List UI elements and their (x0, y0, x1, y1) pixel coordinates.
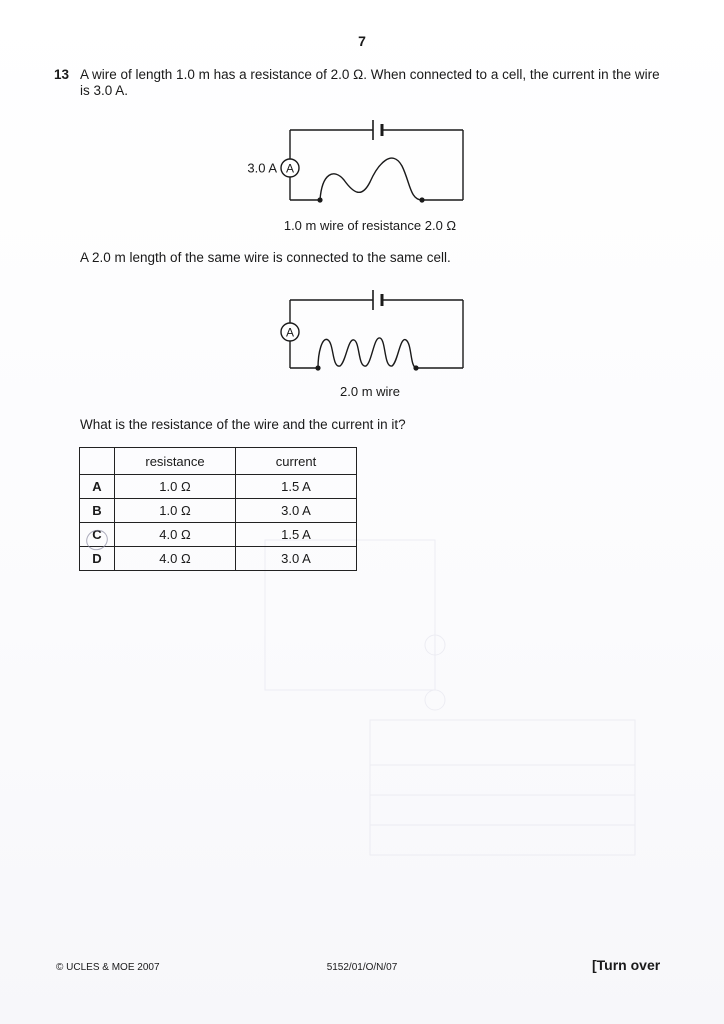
resistance-cell: 4.0 Ω (115, 523, 236, 547)
table-row[interactable] (80, 547, 357, 571)
circuit-diagram-1 (230, 108, 480, 238)
current-cell: 3.0 A (236, 547, 357, 571)
question-number: 13 (54, 67, 70, 82)
wire-2-label: 2.0 m wire (340, 384, 400, 399)
resistance-wire-coil (318, 338, 416, 368)
question-prompt: What is the resistance of the wire and the current in it? (80, 417, 406, 432)
resistance-cell: 4.0 Ω (115, 547, 236, 571)
table-row[interactable] (80, 523, 357, 547)
table-row[interactable] (80, 499, 357, 523)
option-letter: B (80, 499, 115, 523)
copyright-notice: © UCLES & MOE 2007 (56, 962, 160, 973)
header-current: current (236, 448, 357, 475)
wire-1-label: 1.0 m wire of resistance 2.0 Ω (283, 218, 457, 233)
page-number: 7 (358, 33, 366, 49)
resistance-cell: 1.0 Ω (115, 499, 236, 523)
option-letter: D (80, 547, 115, 571)
table-header-row (80, 448, 357, 475)
resistance-wire-coil (320, 158, 422, 200)
table-row[interactable] (80, 475, 357, 499)
current-cell: 1.5 A (236, 523, 357, 547)
header-resistance: resistance (115, 448, 236, 475)
second-wire-text: A 2.0 m length of the same wire is connected to the same cell. (80, 250, 451, 265)
junction-dot-right (413, 365, 418, 370)
junction-dot-left (315, 365, 320, 370)
junction-dot-left (317, 197, 322, 202)
ammeter-symbol: A (285, 325, 295, 340)
ammeter-reading: 3.0 A (247, 160, 277, 176)
resistance-cell: 1.0 Ω (115, 475, 236, 499)
header-option (80, 448, 115, 475)
turn-over-label: [Turn over (592, 957, 661, 973)
ammeter-symbol: A (285, 161, 295, 176)
answer-table (79, 447, 357, 571)
current-cell: 1.5 A (236, 475, 357, 499)
junction-dot-right (419, 197, 424, 202)
circuit-diagram-2 (270, 278, 490, 404)
option-letter: C (80, 523, 115, 547)
option-letter: A (80, 475, 115, 499)
paper-code: 5152/01/O/N/07 (326, 962, 398, 973)
question-text: A wire of length 1.0 m has a resistance of 2.0 Ω. When connected to a cell, the current in the wire is 3.0 A. (80, 67, 660, 98)
current-cell: 3.0 A (236, 499, 357, 523)
